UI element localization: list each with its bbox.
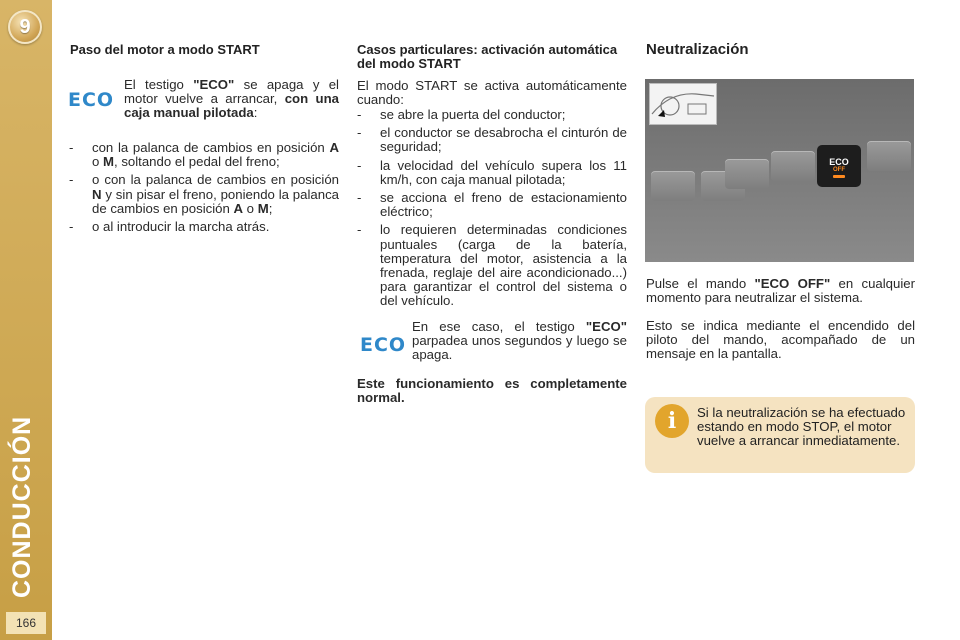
- section-heading-particular-cases: Casos particulares: activación automática del modo START: [357, 42, 618, 72]
- dashboard-location-thumbnail: [649, 83, 717, 125]
- dashboard-switch: [867, 141, 911, 171]
- list-item: - se abre la puerta del conductor;: [357, 107, 566, 122]
- normal-operation-note: Este funcionamiento es completamente normal.: [357, 376, 627, 406]
- neutralize-instruction: Pulse el mando "ECO OFF" en cualquier momento para neutralizar el sistema.: [646, 276, 915, 306]
- section-heading-neutralization: Neutralización: [646, 41, 749, 58]
- dashboard-switch: [725, 159, 769, 189]
- list-item: - o al introducir la marcha atrás.: [69, 219, 270, 235]
- list-item: - la velocidad del vehículo supera los 11 km/h, con caja manual pilotada;: [357, 157, 627, 187]
- auto-start-intro: El modo START se activa automáticamente cuando:: [357, 78, 627, 108]
- eco-off-button[interactable]: ECO OFF: [817, 145, 861, 187]
- neutralize-indicator-paragraph: Esto se indica mediante el encendido del piloto del mando, acompañado de un mensaje en la pantalla.: [646, 318, 915, 362]
- list-item: - se acciona el freno de estacionamiento eléctrico;: [357, 190, 627, 220]
- eco-icon: ECO: [360, 334, 407, 356]
- info-box: [645, 397, 915, 473]
- chapter-sidebar: [0, 0, 52, 640]
- section-heading-start-mode: Paso del motor a modo START: [70, 42, 260, 57]
- chapter-badge: [8, 10, 42, 44]
- info-text: Si la neutralización se ha efectuado estando en modo STOP, el motor vuelve a arrancar inmediatamente.: [697, 405, 906, 449]
- list-item: - con la palanca de cambios en posición A o M, soltando el pedal del freno;: [69, 140, 339, 170]
- dashboard-switch: [651, 171, 695, 201]
- start-intro-paragraph: El testigo "ECO" se apaga y el motor vuelve a arrancar, con una caja manual pilotada:: [124, 77, 339, 121]
- list-item: - el conductor se desabrocha el cinturón de seguridad;: [357, 125, 627, 155]
- dashboard-sketch-icon: [650, 84, 716, 124]
- list-item: - lo requieren determinadas condiciones puntuales (carga de la batería, temperatura del motor, asistencia a la frenada, reglaje del aire acondicionado...) para garantizar el control del sistema o del vehículo.: [357, 222, 627, 309]
- start-conditions-list: [69, 141, 339, 238]
- list-item: - o con la palanca de cambios en posición N y sin pisar el freno, poniendo la palanca de cambios en posición A o M;: [69, 172, 339, 216]
- page-number: 166: [6, 612, 46, 634]
- led-indicator: [833, 175, 845, 178]
- eco-icon: ECO: [68, 89, 115, 111]
- dashboard-switch: [771, 151, 815, 181]
- eco-off-button-photo: [645, 79, 914, 262]
- eco-flash-paragraph: En ese caso, el testigo "ECO" parpadea unos segundos y luego se apaga.: [412, 319, 627, 363]
- auto-start-list: [357, 108, 627, 313]
- chapter-title: CONDUCCIÓN: [8, 415, 36, 598]
- chapter-number: 9: [19, 16, 31, 38]
- info-icon: i: [655, 404, 689, 438]
